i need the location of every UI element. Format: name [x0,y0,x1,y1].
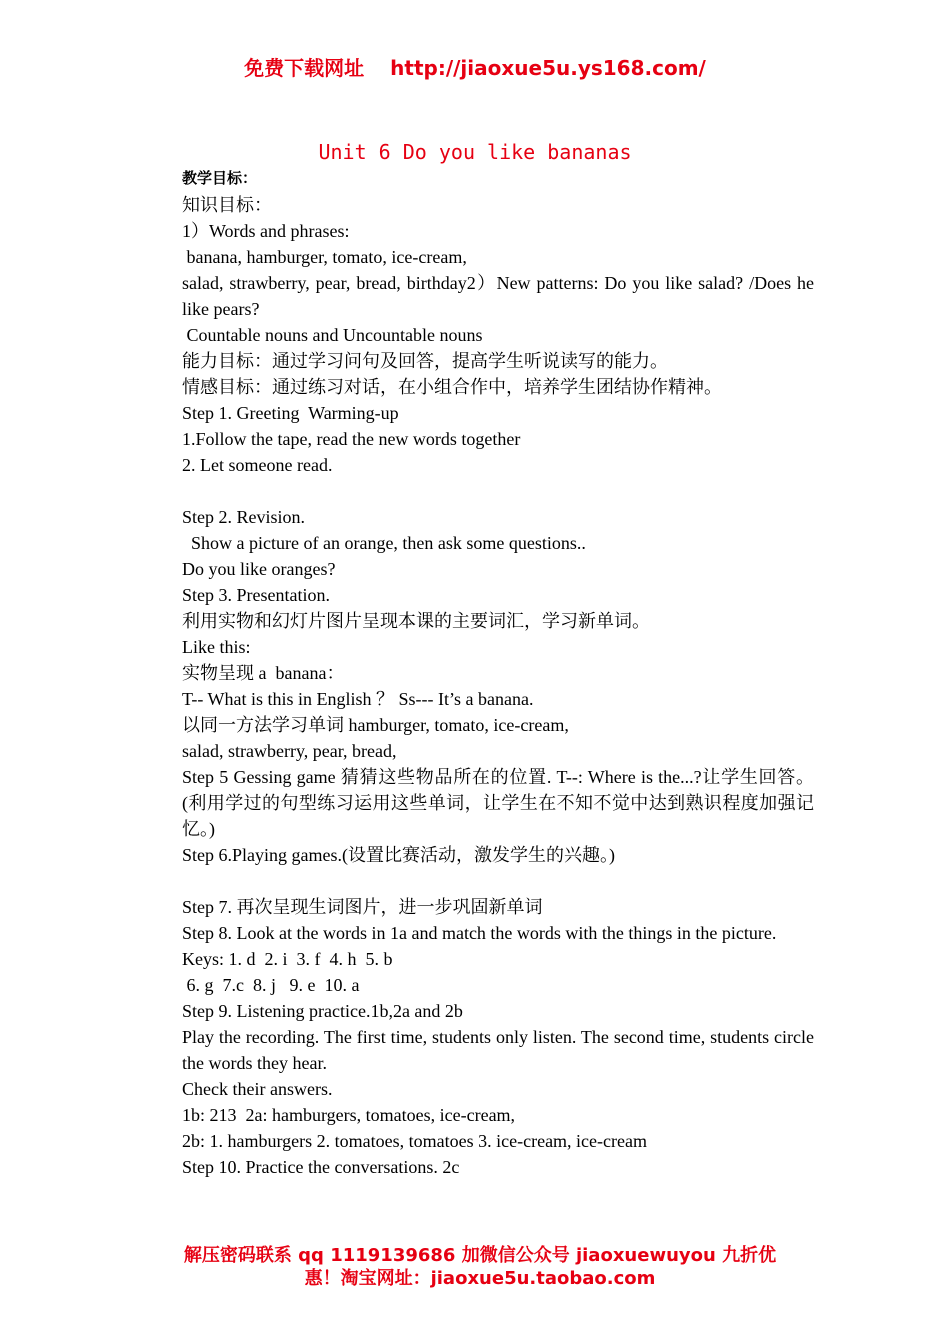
body-line: 利用实物和幻灯片图片呈现本课的主要词汇，学习新单词。 [182,611,650,631]
body-paragraph: Step 5 Gessing game 猜猜这些物品所在的位置. T--: Where is the...?让学生回答。(利用学过的句型练习运用这些单词，让学生在不知不觉中达到熟识程度加强记忆。) [182,767,814,839]
page-title: Unit 6 Do you like bananas [318,140,632,164]
body-line: Step 3. Presentation. [182,585,330,605]
body-line: T-- What is this in English ？ Ss--- It’s a banana. [182,689,534,709]
body-line: 2b: 1. hamburgers 2. tomatoes, tomatoes 3. ice-cream, ice-cream [182,1131,647,1151]
body-line: 2. Let someone read. [182,455,333,475]
body-line: salad, strawberry, pear, bread, [182,741,397,761]
body-line: Step 10. Practice the conversations. 2c [182,1157,460,1177]
document-body [182,166,814,1180]
body-line: Step 2. Revision. [182,507,306,527]
header-label: 免费下载网址 [244,56,365,80]
blank-line [182,478,814,504]
page-footer: 解压密码联系 qq 1119139686 加微信公众号 jiaoxuewuyou 九折优惠！淘宝网址：jiaoxue5u.taobao.com [183,1245,777,1289]
body-line: Step 7. 再次呈现生词图片，进一步巩固新单词 [182,897,543,917]
body-line: 以同一方法学习单词 hamburger, tomato, ice-cream, [182,715,569,735]
body-line: 实物呈现 a banana： [182,663,345,683]
body-line: Check their answers. [182,1079,333,1099]
body-line: Step 1. Greeting Warming-up [182,403,399,423]
body-line: 1）Words and phrases: [182,221,350,241]
body-line: 6. g 7.c 8. j 9. e 10. a [182,975,360,995]
body-line: Keys: 1. d 2. i 3. f 4. h 5. b [182,949,393,969]
body-paragraph: salad, strawberry, pear, bread, birthday2）New patterns: Do you like salad? /Does he like pears? [182,273,814,319]
body-line: 1.Follow the tape, read the new words together [182,429,521,449]
body-line: Step 9. Listening practice.1b,2a and 2b [182,1001,463,1021]
body-line: Step 6.Playing games.(设置比赛活动，激发学生的兴趣。) [182,845,615,865]
header-url[interactable]: http://jiaoxue5u.ys168.com/ [390,56,706,80]
blank-line [182,868,814,894]
body-line: 情感目标：通过练习对话，在小组合作中，培养学生团结协作精神。 [182,377,722,397]
body-line: 能力目标：通过学习问句及回答，提高学生听说读写的能力。 [182,351,668,371]
body-paragraph: Step 8. Look at the words in 1a and match the words with the things in the picture. [182,923,777,943]
objectives-label: 教学目标： [182,171,258,187]
body-line: Like this: [182,637,251,657]
body-line: Countable nouns and Uncountable nouns [182,325,483,345]
page-header [0,52,950,81]
body-line: 1b: 213 2a: hamburgers, tomatoes, ice-cream, [182,1105,516,1125]
body-paragraph: Play the recording. The first time, students only listen. The second time, students circle the words they hear. [182,1027,814,1073]
body-line: 知识目标： [182,195,272,215]
body-line: banana, hamburger, tomato, ice-cream, [182,247,467,267]
body-line: Do you like oranges? [182,559,336,579]
body-line: Show a picture of an orange, then ask some questions.. [182,533,586,553]
